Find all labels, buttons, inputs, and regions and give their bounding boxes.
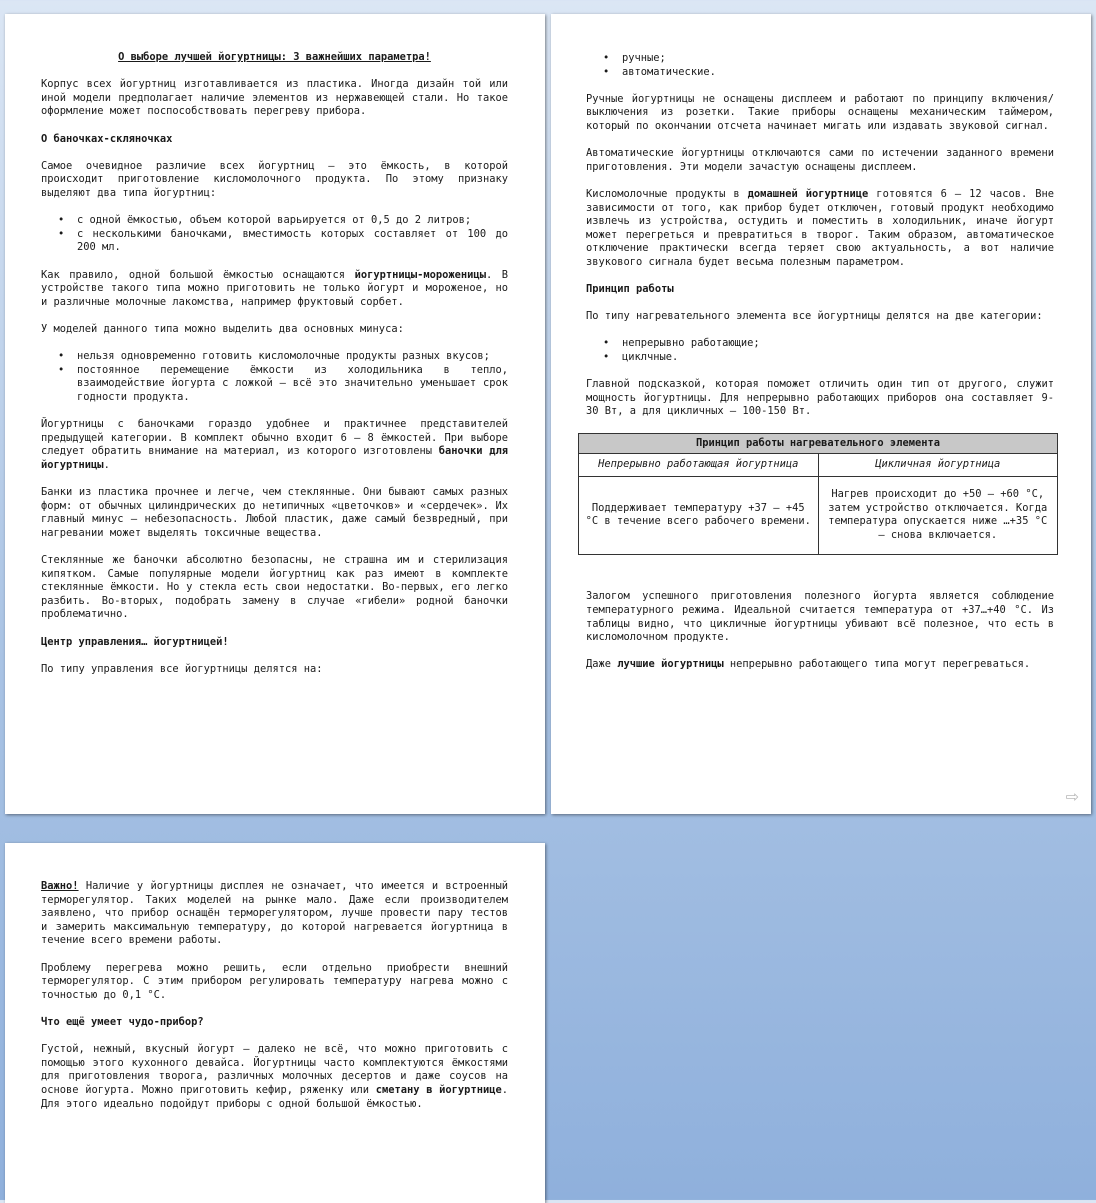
link-home-yogurt-maker[interactable]: домашней йогуртнице — [747, 187, 869, 200]
document-page-2 — [551, 14, 1091, 814]
paragraph: Проблему перегрева можно решить, если отдельно приобрести внешний терморегулятор. С этим прибором регулировать температуру нагрева можно с точностью до 0,1 °С. — [41, 961, 508, 1001]
section-heading: О баночках-скляночках — [41, 132, 173, 145]
table-cell: Нагрев происходит до +50 – +60 °С, затем устройство отключается. Когда температура опускается ниже …+35 °С – снова включается. — [818, 476, 1058, 554]
table-column-header: Цикличная йогуртница — [818, 454, 1058, 477]
paragraph: Важно! Наличие у йогуртницы дисплея не означает, что имеется и встроенный терморегулятор. Таких моделей на рынке мало. Даже если производителем заявлено, что прибор оснащён терморегулятором, лучше провести пару тестов и замерить максимальную температуру, до которой нагревается йогуртница в течение всего времени работы. — [41, 880, 508, 947]
list-item: • с одной ёмкостью, объем которой варьируется от 0,5 до 2 литров; — [77, 214, 508, 228]
list-item: • непрерывно работающие; — [622, 337, 1054, 351]
paragraph: Густой, нежный, вкусный йогурт – далеко не всё, что можно приготовить с помощью этого кухонного девайса. Йогуртницы часто комплектуются ёмкостями для приготовления творога, различных молочных десертов и даже соусов на основе йогурта. Можно приготовить кефир, ряженку или сметану в йогуртнице. Для этого идеально подойдут приборы с одной большой ёмкостью. — [41, 1043, 508, 1110]
paragraph: Даже лучшие йогуртницы непрерывно работающего типа могут перегреваться. — [586, 658, 1031, 671]
link-yogurt-jars[interactable]: баночки для йогуртницы — [41, 445, 508, 471]
link-best-yogurt-makers[interactable]: лучшие йогуртницы — [617, 658, 724, 671]
paragraph: Самое очевидное различие всех йогуртниц – это ёмкость, в которой происходит приготовление кисломолочного продукта. По этому признаку выделяют два типа йогуртниц: — [41, 159, 508, 199]
link-yogurt-icecream-maker[interactable]: йогуртницы-мороженицы — [354, 268, 486, 281]
paragraph: Главной подсказкой, которая поможет отличить один тип от другого, служит мощность йогуртницы. Для непрерывно работающих приборов она составляет 9-30 Вт, а для цикличных – 100-150 Вт. — [586, 378, 1054, 418]
section-heading: Принцип работы — [586, 283, 674, 296]
paragraph: Йогуртницы с баночками гораздо удобнее и практичнее представителей предыдущей категории. В комплект обычно входит 6 – 8 ёмкостей. При выборе следует обратить внимание на материал, из которого изготовлены баночки для йогуртницы. — [41, 418, 508, 471]
document-page-1 — [5, 14, 545, 814]
paragraph: Автоматические йогуртницы отключаются сами по истечении заданного времени приготовления. Эти модели зачастую оснащены дисплеем. — [586, 147, 1054, 173]
paragraph: По типу управления все йогуртницы делятся на: — [41, 662, 323, 675]
section-heading: Центр управления… йогуртницей! — [41, 635, 229, 648]
paragraph: Как правило, одной большой ёмкостью оснащаются йогуртницы-мороженицы. В устройстве такого типа можно приготовить не только йогурт и мороженое, но и различные молочные лакомства, например фруктовый сорбет. — [41, 268, 508, 308]
list-item: • с несколькими баночками, вместимость которых составляет от 100 до 200 мл. — [77, 228, 508, 255]
important-label: Важно! — [41, 880, 79, 892]
arrow-right-icon[interactable]: ⇨ — [1065, 787, 1079, 807]
bullet-list — [41, 214, 508, 255]
bullet-list — [41, 350, 508, 404]
heating-table — [578, 433, 1058, 555]
list-item: • ручные; — [622, 52, 1054, 66]
list-item: • циклчные. — [622, 351, 1054, 365]
paragraph: Залогом успешного приготовления полезного йогурта является соблюдение температурного режима. Идеальной считается температура от +37…+40 °С. Из таблицы видно, что цикличные йогуртницы убивают всё полезное, что есть в кисломолочном продукте. — [586, 590, 1054, 644]
table-column-header: Непрерывно работающая йогуртница — [579, 454, 819, 477]
paragraph: Банки из пластика прочнее и легче, чем стеклянные. Они бывают самых разных форм: от обычных цилиндрических до нетипичных «цветочков» и «сердечек». Их главный минус – небезопасность. Любой пластик, даже самый безвредный, при нагревании может выделять токсичные вещества. — [41, 486, 508, 539]
document-page-3 — [5, 843, 545, 1203]
list-item: • автоматические. — [622, 66, 1054, 80]
table-cell: Поддерживает температуру +37 – +45 °С в течение всего рабочего времени. — [579, 476, 819, 554]
list-item: • постоянное перемещение ёмкости из холодильника в тепло, взаимодействие йогурта с ложкой – всё это значительно уменьшает срок годности продукта. — [77, 364, 508, 405]
list-item: • нельзя одновременно готовить кисломолочные продукты разных вкусов; — [77, 350, 508, 364]
paragraph: У моделей данного типа можно выделить два основных минуса: — [41, 322, 404, 335]
bullet-list — [586, 337, 1054, 364]
page-title: О выборе лучшей йогуртницы: 3 важнейших параметра! — [118, 51, 431, 63]
paragraph: Стеклянные же баночки абсолютно безопасны, не страшна им и стерилизация кипятком. Самые популярные модели йогуртниц как раз имеют в комплекте стеклянные ёмкости. Но у стекла есть свои недостатки. Во-первых, его легко разбить. Во-вторых, подобрать замену в случае «гибели» родной баночки проблематично. — [41, 553, 508, 621]
section-heading: Что ещё умеет чудо-прибор? — [41, 1015, 204, 1028]
paragraph: Корпус всех йогуртниц изготавливается из пластика. Иногда дизайн той или иной модели предполагает наличие элементов из нержавеющей стали. Но такое оформление может поспособствовать перегреву прибора. — [41, 78, 508, 118]
bullet-list — [586, 52, 1054, 79]
paragraph: Кисломолочные продукты в домашней йогуртнице готовятся 6 – 12 часов. Вне зависимости от того, как прибор будет отключен, готовый продукт необходимо извлечь из устройства, остудить и поместить в холодильник, иначе йогурт может перегреться и превратиться в творог. Таким образом, автоматическое отключение практически всегда теряет свою актуальность, а вот наличие звукового сигнала будет весьма полезным параметром. — [586, 187, 1054, 268]
paragraph: Ручные йогуртницы не оснащены дисплеем и работают по принципу включения/выключения из розетки. Такие приборы оснащены механическим таймером, который по окончании отсчета начинает мигать или издавать звуковой сигнал. — [586, 92, 1054, 132]
link-sour-cream[interactable]: сметану в йогуртнице — [375, 1083, 502, 1096]
paragraph: По типу нагревательного элемента все йогуртницы делятся на две категории: — [586, 310, 1043, 323]
table-caption: Принцип работы нагревательного элемента — [579, 433, 1058, 454]
